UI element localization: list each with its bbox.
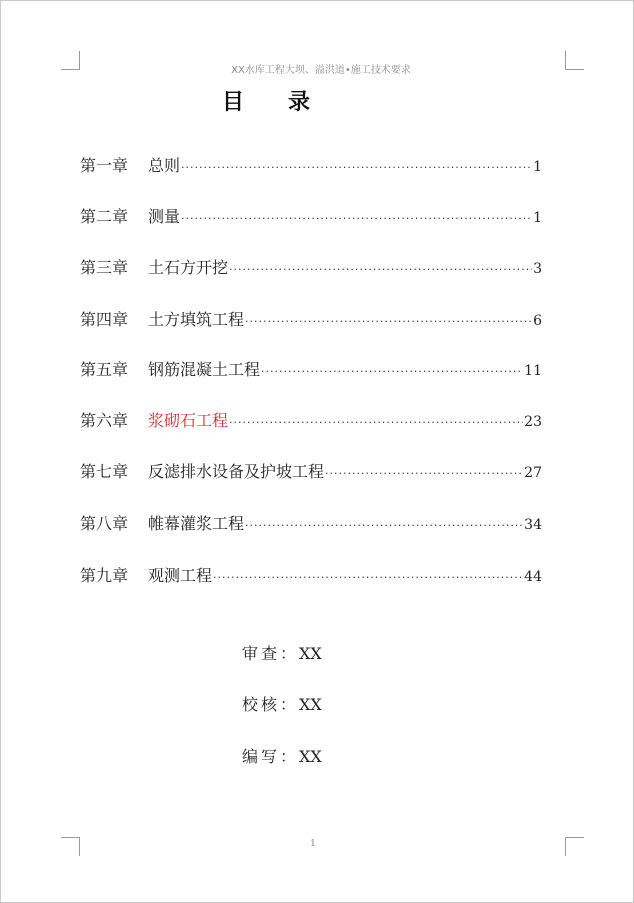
- toc-entry-7[interactable]: [80, 459, 542, 483]
- toc-chapter: 第九章: [80, 566, 129, 585]
- toc-entry-9[interactable]: [80, 563, 542, 587]
- signature-label: 审查：: [242, 644, 300, 663]
- toc-page-number: 11: [524, 363, 542, 379]
- toc-chapter: 第五章: [80, 360, 129, 379]
- dot-leader: [261, 365, 523, 378]
- toc-page-number: 34: [524, 517, 542, 533]
- signature-label: 编写：: [242, 747, 300, 766]
- toc-entry-5[interactable]: [80, 357, 542, 381]
- toc-title: 土方填筑工程: [148, 310, 245, 329]
- toc-title: 观测工程: [148, 566, 213, 585]
- toc-page-number: 6: [533, 313, 542, 329]
- toc-chapter: 第三章: [80, 258, 129, 277]
- toc-chapter: 第七章: [80, 462, 129, 481]
- toc-title: 反滤排水设备及护坡工程: [148, 462, 325, 481]
- toc-page-number: 3: [533, 261, 542, 277]
- toc-entry-6[interactable]: [80, 408, 542, 432]
- toc-title: 测量: [148, 207, 181, 226]
- toc-entry-3[interactable]: [80, 255, 542, 279]
- toc-chapter: 第六章: [80, 411, 129, 430]
- toc-title: 帷幕灌浆工程: [148, 514, 245, 533]
- toc-page-number: 1: [533, 159, 542, 175]
- toc-chapter: 第二章: [80, 207, 129, 226]
- signature-value: XX: [299, 644, 322, 663]
- signature-checker: [242, 692, 322, 714]
- dot-leader: [181, 161, 532, 174]
- page-header: XX水库工程大坝、溢洪道•施工技术要求: [231, 65, 411, 76]
- toc-page-number: 1: [533, 210, 542, 226]
- toc-title: 土石方开挖: [148, 258, 229, 277]
- signature-value: XX: [299, 747, 322, 766]
- dot-leader: [213, 571, 523, 584]
- signature-reviewer: [242, 641, 322, 663]
- dot-leader: [229, 263, 532, 276]
- toc-title: 钢筋混凝土工程: [148, 360, 261, 379]
- toc-page-number: 23: [524, 414, 542, 430]
- toc-entry-8[interactable]: [80, 511, 542, 535]
- toc-page-number: 44: [524, 569, 542, 585]
- page-title: 目录: [221, 90, 354, 115]
- dot-leader: [245, 519, 523, 532]
- signature-author: [242, 744, 322, 766]
- toc-page-number: 27: [524, 465, 542, 481]
- toc-chapter: 第一章: [80, 156, 129, 175]
- page-number: 1: [310, 839, 316, 849]
- dot-leader: [181, 212, 532, 225]
- dot-leader: [325, 467, 523, 480]
- toc-entry-2[interactable]: [80, 204, 542, 228]
- toc-chapter: 第八章: [80, 514, 129, 533]
- signature-label: 校核：: [242, 695, 300, 714]
- signature-value: XX: [299, 695, 322, 714]
- toc-chapter: 第四章: [80, 310, 129, 329]
- dot-leader: [245, 315, 532, 328]
- toc-title: 总则: [148, 156, 181, 175]
- toc-entry-1[interactable]: [80, 153, 542, 177]
- toc-title-highlighted: 浆砌石工程: [148, 411, 229, 430]
- dot-leader: [229, 416, 523, 429]
- toc-entry-4[interactable]: [80, 307, 542, 331]
